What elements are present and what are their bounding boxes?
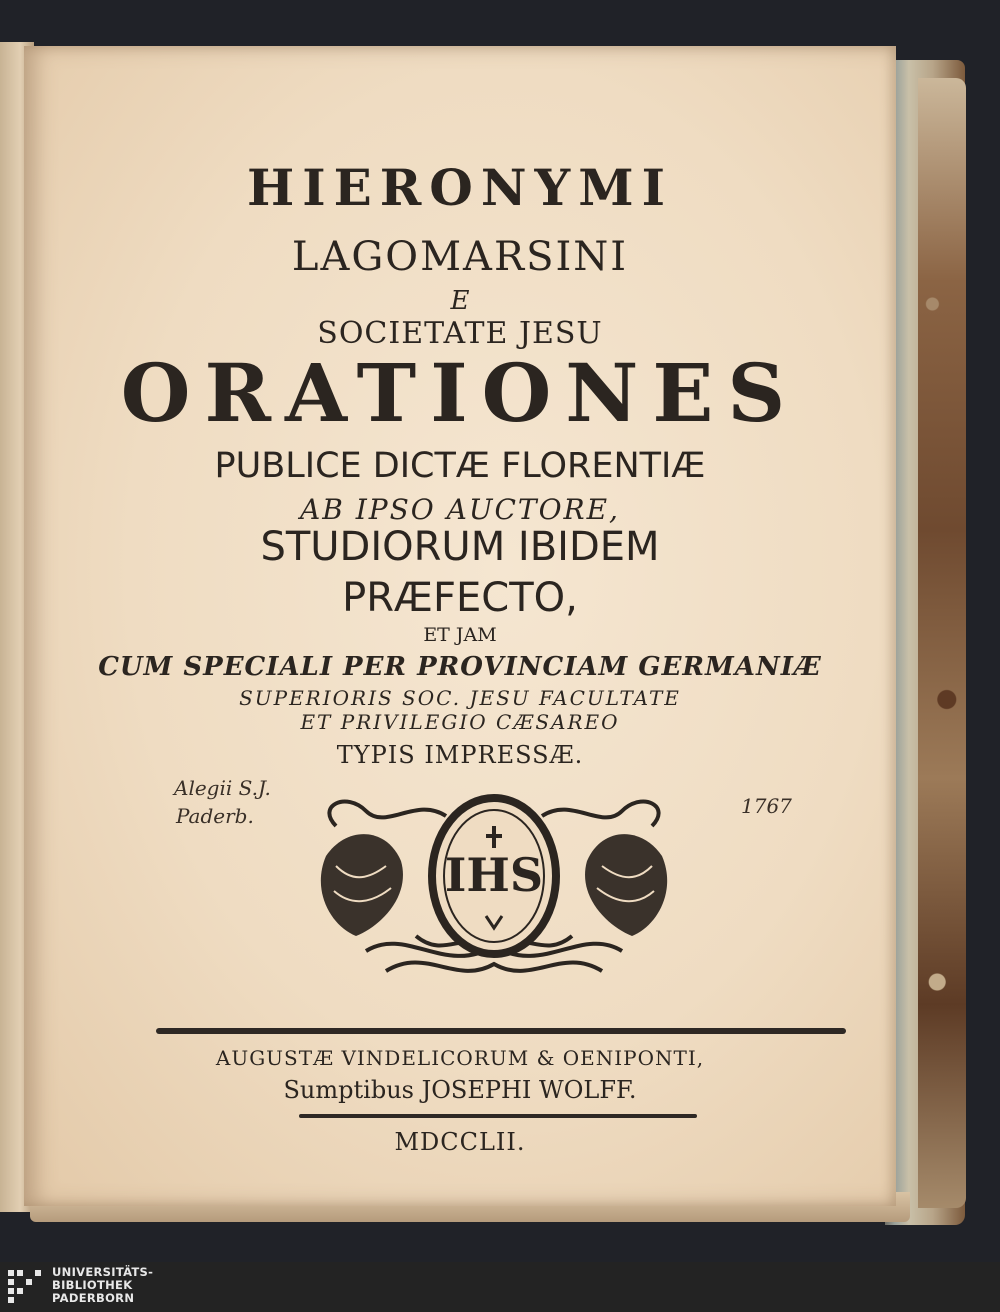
imprint-place: AUGUSTÆ VINDELICORUM & OENIPONTI, bbox=[215, 1046, 705, 1070]
ihs-vignette-ornament bbox=[306, 786, 682, 986]
library-logo-text bbox=[52, 1266, 153, 1305]
library-logo-icon bbox=[6, 1266, 44, 1308]
logo-line-1: UNIVERSITÄTS- bbox=[52, 1265, 154, 1279]
auctore-line: AB IPSO AUCTORE, bbox=[300, 493, 620, 526]
main-title: ORATIONES bbox=[120, 346, 800, 440]
handwritten-note-owner: Alegii S.J. bbox=[174, 776, 271, 800]
handwritten-note-place: Paderb. bbox=[176, 804, 254, 828]
privilegio-line: ET PRIVILEGIO CÆSAREO bbox=[300, 710, 620, 734]
logo-line-2: BIBLIOTHEK bbox=[52, 1278, 133, 1292]
imprint-year: MDCCLII. bbox=[394, 1128, 526, 1156]
book-leather-cover bbox=[918, 78, 966, 1208]
subtitle-line: PUBLICE DICTÆ FLORENTIÆ bbox=[214, 446, 706, 486]
author-last-name: LAGOMARSINI bbox=[291, 234, 629, 280]
library-footer-bar bbox=[0, 1262, 1000, 1312]
preposition-e: E bbox=[450, 286, 470, 316]
praefecto-line: PRÆFECTO, bbox=[342, 575, 578, 621]
superioris-line: SUPERIORIS SOC. JESU FACULTATE bbox=[239, 686, 681, 710]
handwritten-note-year: 1767 bbox=[741, 794, 792, 818]
imprint-publisher: Sumptibus JOSEPHI WOLFF. bbox=[283, 1076, 637, 1104]
ihs-monogram: IHS bbox=[444, 848, 544, 902]
title-page bbox=[24, 46, 896, 1206]
speciali-line: CUM SPECIALI PER PROVINCIAM GERMANIÆ bbox=[98, 652, 822, 682]
divider-rule-bottom bbox=[299, 1114, 697, 1118]
logo-line-3: PADERBORN bbox=[52, 1291, 135, 1305]
society-line: SOCIETATE JESU bbox=[317, 316, 603, 351]
typis-line: TYPIS IMPRESSÆ. bbox=[336, 741, 584, 769]
author-first-name: HIERONYMI bbox=[247, 158, 673, 217]
studiorum-line: STUDIORUM IBIDEM bbox=[260, 524, 660, 570]
et-jam-line: ET JAM bbox=[423, 624, 497, 646]
divider-rule-top bbox=[156, 1028, 846, 1034]
